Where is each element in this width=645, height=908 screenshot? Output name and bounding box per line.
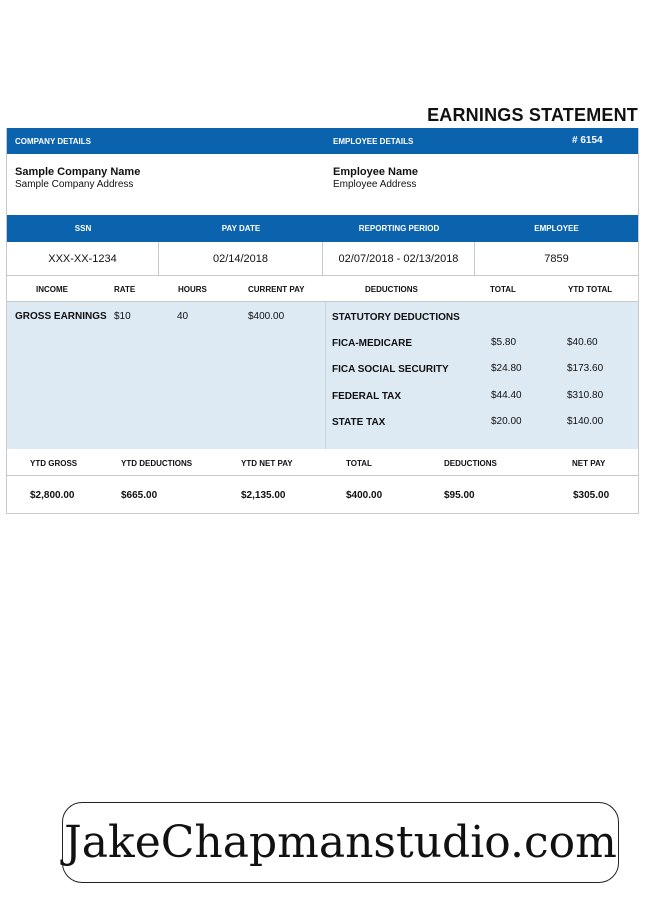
info-header-bar xyxy=(7,215,638,242)
ytd-total-header: YTD TOTAL xyxy=(568,285,613,294)
rate-value: $10 xyxy=(114,311,131,322)
hours-value: 40 xyxy=(177,311,189,322)
income-header: INCOME xyxy=(36,285,68,294)
deduction-ytd: $140.00 xyxy=(567,416,604,427)
ytd-deductions-header: YTD DEDUCTIONS xyxy=(121,459,193,468)
employee-details-label: EMPLOYEE DETAILS xyxy=(333,137,414,146)
ytd-deductions-value: $665.00 xyxy=(121,490,158,501)
current-pay-header: CURRENT PAY xyxy=(248,285,305,294)
deduction-total: $20.00 xyxy=(491,416,522,427)
info-values-row xyxy=(7,242,638,276)
statement-title: EARNINGS STATEMENT xyxy=(427,105,638,125)
earnings-header-row xyxy=(7,276,638,302)
deduction-total: $5.80 xyxy=(491,337,517,348)
deduction-ytd: $173.60 xyxy=(567,363,604,374)
reporting-period-header: REPORTING PERIOD xyxy=(358,224,440,233)
deductions-summary-value: $95.00 xyxy=(444,490,475,501)
company-details-label: COMPANY DETAILS xyxy=(15,137,92,146)
deduction-name: FICA SOCIAL SECURITY xyxy=(332,364,449,375)
deduction-ytd: $40.60 xyxy=(567,337,598,348)
reporting-period-value: 02/07/2018 - 02/13/2018 xyxy=(323,242,475,275)
company-name: Sample Company Name xyxy=(15,166,141,178)
net-pay-value: $305.00 xyxy=(573,490,610,501)
deduction-ytd: $310.80 xyxy=(567,390,604,401)
rate-header: RATE xyxy=(114,285,136,294)
net-pay-header: NET PAY xyxy=(572,459,606,468)
deduction-total: $24.80 xyxy=(491,363,522,374)
ytd-gross-value: $2,800.00 xyxy=(30,490,75,501)
statement-number: # 6154 xyxy=(572,135,603,146)
total-header: TOTAL xyxy=(490,285,516,294)
employee-address: Employee Address xyxy=(333,179,417,190)
ytd-gross-header: YTD GROSS xyxy=(30,459,78,468)
ssn-header: SSN xyxy=(74,224,92,233)
details-section xyxy=(7,154,638,215)
deduction-name: STATE TAX xyxy=(332,417,386,428)
ytd-net-pay-header: YTD NET PAY xyxy=(241,459,293,468)
watermark: JakeChapmanstudio.com xyxy=(62,802,619,883)
employee-id-header: EMPLOYEE xyxy=(534,224,579,233)
details-header-bar xyxy=(7,128,638,154)
deductions-header: DEDUCTIONS xyxy=(365,285,418,294)
deduction-name: FEDERAL TAX xyxy=(332,391,402,402)
total-summary-header: TOTAL xyxy=(346,459,372,468)
earnings-section xyxy=(7,302,638,449)
deductions-summary-header: DEDUCTIONS xyxy=(444,459,497,468)
company-address: Sample Company Address xyxy=(15,179,134,190)
column-divider xyxy=(325,302,326,449)
ssn-value: XXX-XX-1234 xyxy=(7,242,159,275)
totals-header-row xyxy=(7,449,638,476)
employee-name: Employee Name xyxy=(333,166,418,178)
total-summary-value: $400.00 xyxy=(346,490,383,501)
ytd-net-pay-value: $2,135.00 xyxy=(241,490,286,501)
pay-date-header: PAY DATE xyxy=(221,224,261,233)
income-type: GROSS EARNINGS xyxy=(15,311,107,322)
pay-date-value: 02/14/2018 xyxy=(159,242,323,275)
deduction-total: $44.40 xyxy=(491,390,522,401)
current-pay-value: $400.00 xyxy=(248,311,285,322)
statutory-deductions-title: STATUTORY DEDUCTIONS xyxy=(332,312,460,323)
earnings-statement xyxy=(6,128,639,514)
employee-id-value: 7859 xyxy=(544,253,569,265)
deduction-name: FICA-MEDICARE xyxy=(332,338,412,349)
totals-values-row xyxy=(7,476,638,513)
hours-header: HOURS xyxy=(178,285,207,294)
